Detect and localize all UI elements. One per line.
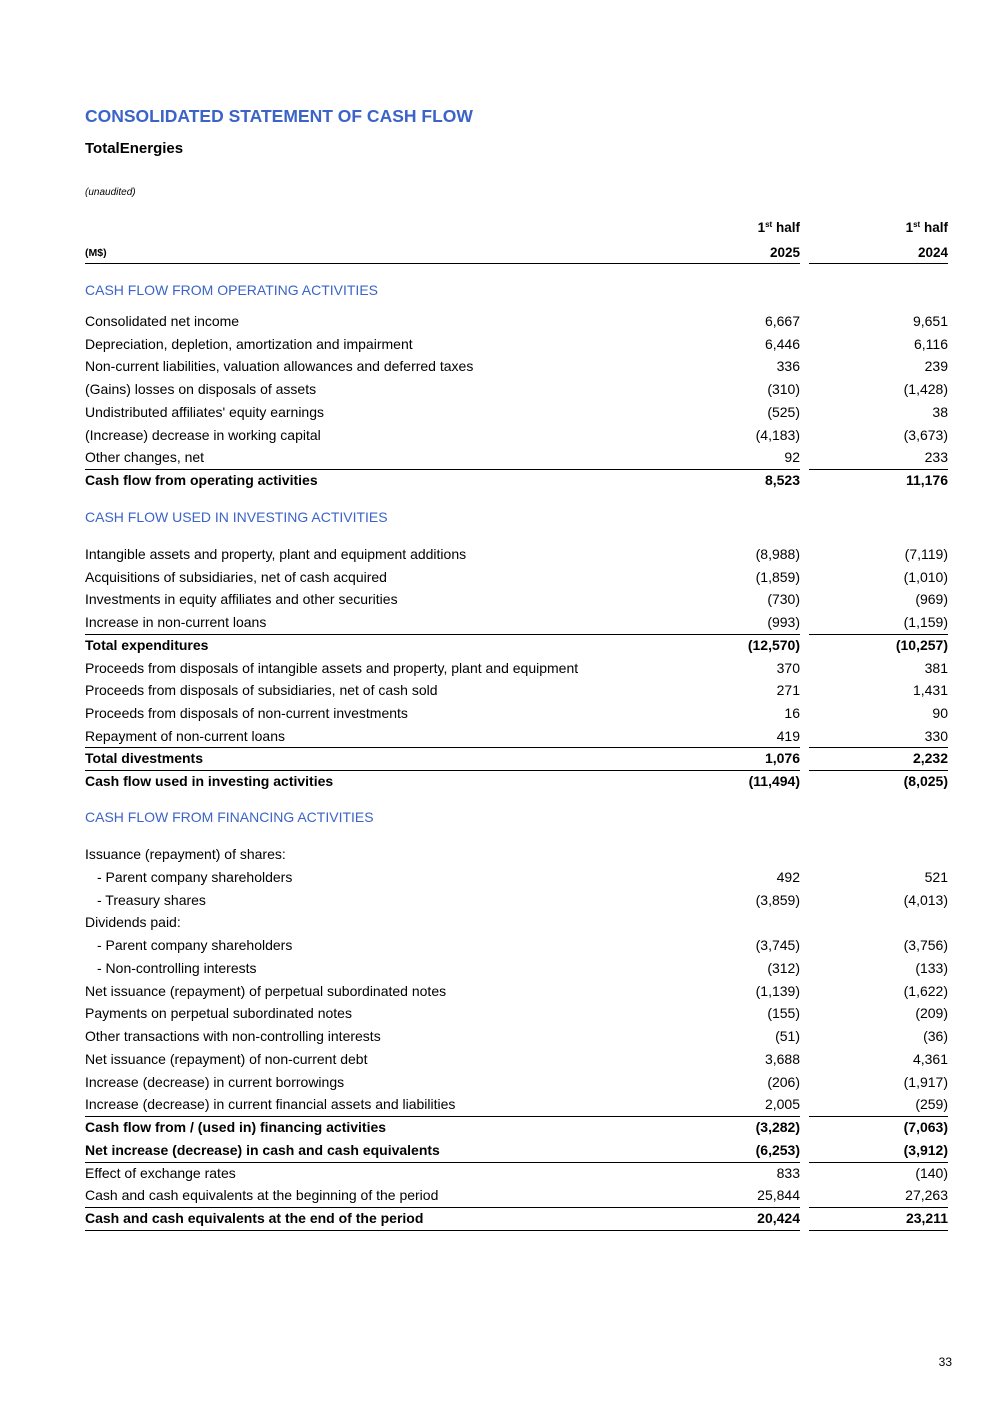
row-top-rule	[85, 634, 800, 635]
row-value-2025: 271	[776, 682, 800, 699]
row-value-2024: 521	[924, 868, 948, 885]
row-label: - Parent company shareholders	[97, 868, 293, 885]
row-value-2025: (993)	[767, 614, 800, 631]
row-value-2025: (310)	[767, 381, 800, 398]
table-row	[85, 867, 948, 889]
row-label: Total divestments	[85, 750, 203, 767]
row-label: Net issuance (repayment) of perpetual subordinated notes	[85, 982, 447, 999]
table-row	[85, 589, 948, 611]
row-value-2024: (1,159)	[903, 614, 948, 631]
row-value-2024: 90	[932, 704, 948, 721]
row-value-2024: 233	[924, 449, 948, 466]
row-label: Investments in equity affiliates and other securities	[85, 591, 398, 608]
section-rule	[809, 1116, 948, 1117]
company-name: TotalEnergies	[85, 140, 184, 157]
row-value-2025: (155)	[767, 1005, 800, 1022]
row-value-2025: 833	[776, 1164, 800, 1181]
table-row	[85, 771, 948, 793]
row-value-2025: 25,844	[757, 1187, 800, 1204]
row-label: Other transactions with non-controlling interests	[85, 1028, 381, 1044]
section-rule	[85, 1116, 800, 1117]
row-value-2025: (8,988)	[755, 546, 800, 562]
row-value-2024: (4,013)	[903, 891, 948, 908]
row-label: Repayment of non-current loans	[85, 727, 285, 744]
row-label: Acquisitions of subsidiaries, net of cash acquired	[85, 568, 387, 585]
table-row	[85, 726, 948, 748]
table-row	[85, 844, 948, 866]
row-label: Depreciation, depletion, amortization and impairment	[85, 335, 413, 352]
row-value-2025: 92	[784, 449, 800, 466]
row-label: - Treasury shares	[97, 891, 206, 908]
table-row	[85, 544, 948, 566]
column-header-2-year: 2024	[917, 245, 948, 260]
row-top-rule	[809, 747, 948, 748]
row-value-2024: 11,176	[905, 471, 948, 488]
row-label: Payments on perpetual subordinated notes	[85, 1005, 352, 1022]
row-label: - Parent company shareholders	[97, 937, 293, 953]
statement-title: CONSOLIDATED STATEMENT OF CASH FLOW	[85, 106, 473, 126]
table-row	[85, 1094, 948, 1116]
table-row	[85, 334, 948, 356]
table-row	[85, 1208, 948, 1230]
page-number: 33	[938, 1355, 952, 1369]
row-label: Cash and cash equivalents at the end of the period	[85, 1210, 424, 1226]
table-row	[85, 1185, 948, 1207]
row-value-2024: 239	[924, 358, 948, 375]
row-value-2025: 370	[776, 659, 800, 676]
row-label: Net increase (decrease) in cash and cash equivalents	[85, 1141, 440, 1158]
table-row	[85, 447, 948, 469]
row-value-2025: (1,859)	[755, 568, 800, 585]
table-row	[85, 1163, 948, 1185]
row-value-2024: (3,673)	[903, 426, 948, 443]
table-row	[85, 890, 948, 912]
row-label: Dividends paid:	[85, 914, 181, 931]
table-row	[85, 1026, 948, 1048]
row-label: Cash and cash equivalents at the beginning of the period	[85, 1187, 439, 1204]
row-value-2024: 1,431	[912, 682, 948, 699]
row-label: Net issuance (repayment) of non-current debt	[85, 1050, 368, 1067]
row-value-2025: (3,282)	[755, 1119, 800, 1135]
row-value-2025: 8,523	[764, 471, 800, 488]
row-label: Proceeds from disposals of non-current investments	[85, 704, 408, 721]
row-value-2025: (3,859)	[755, 891, 800, 908]
table-row	[85, 1003, 948, 1025]
row-top-rule	[85, 770, 800, 771]
row-value-2024: 27,263	[905, 1187, 948, 1204]
section-rule	[809, 1207, 948, 1208]
row-value-2024: 4,361	[912, 1050, 948, 1067]
table-row	[85, 402, 948, 424]
row-value-2024: (10,257)	[895, 636, 948, 653]
row-bottom-rule	[85, 1230, 800, 1231]
row-value-2024: 23,211	[905, 1210, 948, 1226]
row-label: Total expenditures	[85, 636, 209, 653]
table-row	[85, 1072, 948, 1094]
table-row	[85, 612, 948, 634]
row-label: Proceeds from disposals of intangible assets and property, plant and equipment	[85, 659, 579, 676]
row-value-2025: (4,183)	[755, 426, 800, 443]
column-header-2-period: 1st half	[905, 220, 948, 235]
table-row	[85, 658, 948, 680]
row-value-2024: (140)	[915, 1164, 948, 1181]
row-label: Non-current liabilities, valuation allowances and deferred taxes	[85, 358, 474, 375]
row-label: Proceeds from disposals of subsidiaries, net of cash sold	[85, 682, 438, 699]
row-label: Cash flow from operating activities	[85, 471, 318, 488]
row-value-2025: 16	[784, 704, 800, 721]
table-row	[85, 958, 948, 980]
row-top-rule	[809, 469, 948, 470]
row-value-2024: (7,119)	[904, 546, 948, 562]
table-row	[85, 703, 948, 725]
row-label: Increase in non-current loans	[85, 614, 267, 631]
row-bottom-rule	[809, 1230, 948, 1231]
row-value-2025: 3,688	[764, 1050, 800, 1067]
row-value-2025: (3,745)	[755, 937, 800, 953]
row-label: Intangible assets and property, plant and equipment additions	[85, 546, 467, 562]
row-value-2024: (1,428)	[903, 381, 948, 398]
unaudited-note: (unaudited)	[85, 187, 136, 198]
row-label: Issuance (repayment) of shares:	[85, 846, 286, 862]
table-row	[85, 1049, 948, 1071]
row-value-2025: (6,253)	[755, 1141, 800, 1158]
row-label: Consolidated net income	[85, 313, 240, 329]
row-value-2024: (36)	[923, 1028, 948, 1044]
row-label: Increase (decrease) in current borrowings	[85, 1073, 345, 1090]
row-value-2024: 381	[924, 659, 948, 676]
table-row	[85, 470, 948, 492]
row-label: - Non-controlling interests	[97, 959, 257, 976]
row-label: (Gains) losses on disposals of assets	[85, 381, 317, 398]
row-value-2025: 419	[776, 727, 800, 744]
row-value-2024: 38	[932, 403, 948, 420]
row-label: (Increase) decrease in working capital	[85, 426, 321, 443]
table-row	[85, 379, 948, 401]
row-value-2024: (209)	[915, 1005, 948, 1022]
table-row	[85, 425, 948, 447]
row-value-2025: 492	[776, 868, 800, 885]
row-value-2025: (312)	[767, 959, 800, 976]
table-row	[85, 748, 948, 770]
unit-label: (M$)	[85, 247, 107, 259]
row-value-2024: (7,063)	[903, 1119, 948, 1135]
row-top-rule	[85, 469, 800, 470]
table-row	[85, 912, 948, 934]
row-value-2025: 336	[776, 358, 800, 375]
row-value-2024: 9,651	[912, 313, 948, 329]
row-value-2025: 2,005	[764, 1096, 800, 1113]
table-row	[85, 680, 948, 702]
row-label: Undistributed affiliates' equity earnings	[85, 403, 324, 420]
row-value-2024: (3,912)	[903, 1141, 948, 1158]
row-value-2025: (1,139)	[755, 982, 800, 999]
row-value-2025: (206)	[767, 1073, 800, 1090]
table-row	[85, 635, 948, 657]
row-value-2024: (259)	[915, 1096, 948, 1113]
row-value-2024: (133)	[915, 959, 948, 976]
row-label: Other changes, net	[85, 449, 205, 466]
row-value-2025: (51)	[775, 1028, 800, 1044]
row-value-2025: 20,424	[757, 1210, 800, 1226]
table-row	[85, 935, 948, 957]
row-top-rule	[809, 770, 948, 771]
row-value-2025: (525)	[767, 403, 800, 420]
row-value-2024: (1,917)	[903, 1073, 948, 1090]
table-row	[85, 567, 948, 589]
section-investing-heading: CASH FLOW USED IN INVESTING ACTIVITIES	[85, 509, 388, 525]
table-row	[85, 356, 948, 378]
row-label: Cash flow used in investing activities	[85, 773, 334, 789]
row-label: Effect of exchange rates	[85, 1164, 236, 1181]
row-value-2025: (12,570)	[747, 636, 800, 653]
row-value-2025: 6,446	[764, 335, 800, 352]
row-value-2024: 330	[924, 727, 948, 744]
row-value-2024: (1,010)	[903, 568, 948, 585]
row-value-2025: 6,667	[764, 313, 800, 329]
row-top-rule	[809, 634, 948, 635]
row-value-2024: 2,232	[912, 750, 948, 767]
section-operating-heading: CASH FLOW FROM OPERATING ACTIVITIES	[85, 282, 378, 298]
row-label: Cash flow from / (used in) financing activities	[85, 1119, 387, 1135]
section-rule	[85, 1207, 800, 1208]
column-header-1-year: 2025	[769, 245, 800, 260]
row-value-2025: (730)	[767, 591, 800, 608]
table-row	[85, 981, 948, 1003]
row-value-2024: (3,756)	[903, 937, 948, 953]
table-row	[85, 1140, 948, 1162]
row-value-2025: 1,076	[764, 750, 800, 767]
row-top-rule	[85, 747, 800, 748]
row-value-2025: (11,494)	[748, 773, 800, 789]
table-row	[85, 311, 948, 333]
row-value-2024: 6,116	[914, 335, 948, 352]
row-value-2024: (8,025)	[903, 773, 948, 789]
column-header-1-period: 1st half	[757, 220, 800, 235]
row-label: Increase (decrease) in current financial assets and liabilities	[85, 1096, 456, 1113]
row-value-2024: (969)	[915, 591, 948, 608]
row-value-2024: (1,622)	[903, 982, 948, 999]
table-row	[85, 1117, 948, 1139]
section-financing-heading: CASH FLOW FROM FINANCING ACTIVITIES	[85, 809, 374, 825]
